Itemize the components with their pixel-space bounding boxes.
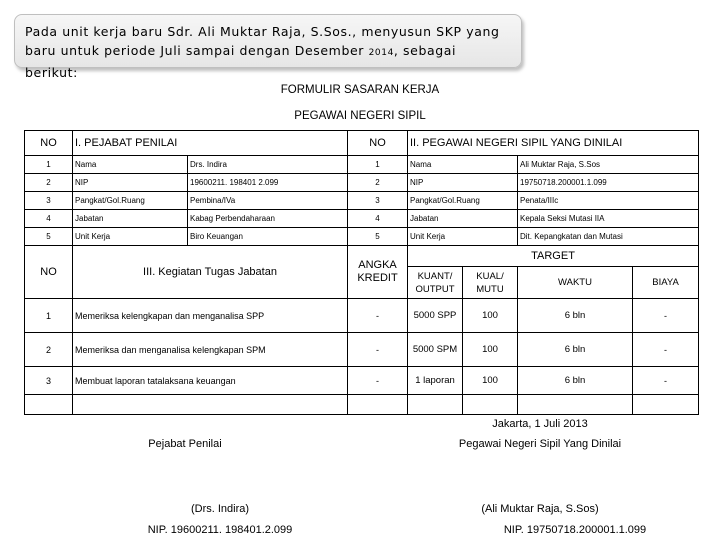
- identity-no: 2: [25, 174, 73, 192]
- task-biaya: -: [633, 299, 699, 333]
- task-biaya: -: [633, 367, 699, 395]
- identity-value: Drs. Indira: [188, 156, 348, 174]
- task-row: [25, 333, 699, 367]
- empty-cell: [463, 395, 518, 415]
- empty-cell: [633, 395, 699, 415]
- signature-right-role: Pegawai Negeri Sipil Yang Dinilai: [458, 438, 622, 450]
- task-angka-kredit: -: [348, 299, 408, 333]
- intro-year: 2014: [368, 48, 394, 58]
- task-kual: 100: [463, 299, 518, 333]
- task-biaya: -: [633, 333, 699, 367]
- task-header-no: NO: [25, 246, 73, 299]
- task-header-kegiatan: III. Kegiatan Tugas Jabatan: [73, 246, 348, 299]
- identity-row: [25, 210, 699, 228]
- identity-value-2: Ali Muktar Raja, S.Sos: [518, 156, 699, 174]
- task-kegiatan: Memeriksa dan menganalisa kelengkapan SPM: [73, 333, 348, 367]
- signature-left-name: (Drs. Indira): [190, 503, 250, 515]
- task-no: 3: [25, 367, 73, 395]
- identity-value-2: 19750718.200001.1.099: [518, 174, 699, 192]
- kuant-line-1: KUANT/: [417, 270, 453, 282]
- header-pegawai: II. PEGAWAI NEGERI SIPIL YANG DINILAI: [408, 131, 699, 156]
- form-subtitle: PEGAWAI NEGERI SIPIL: [294, 110, 426, 122]
- empty-cell: [408, 395, 463, 415]
- identity-label-2: Nama: [408, 156, 518, 174]
- task-waktu: 6 bln: [518, 367, 633, 395]
- identity-label: Nama: [73, 156, 188, 174]
- identity-label: Pangkat/Gol.Ruang: [73, 192, 188, 210]
- identity-no-2: 2: [348, 174, 408, 192]
- task-kual: 100: [463, 333, 518, 367]
- identity-label-2: Pangkat/Gol.Ruang: [408, 192, 518, 210]
- identity-label: Jabatan: [73, 210, 188, 228]
- task-kuant: 1 laporan: [408, 367, 463, 395]
- identity-value: Kabag Perbendaharaan: [188, 210, 348, 228]
- kual-line-1: KUAL/: [476, 270, 504, 282]
- task-header-target: TARGET: [408, 246, 699, 267]
- header-pejabat: I. PEJABAT PENILAI: [73, 131, 348, 156]
- angka-kredit-line-2: KREDIT: [357, 272, 398, 284]
- intro-line-2-end: , sebagai berikut:: [25, 43, 457, 80]
- identity-label-2: Jabatan: [408, 210, 518, 228]
- task-header-kuant: [408, 267, 463, 299]
- task-no: 2: [25, 333, 73, 367]
- intro-banner: [14, 14, 522, 80]
- task-kual: 100: [463, 367, 518, 395]
- identity-label: NIP: [73, 174, 188, 192]
- empty-cell: [518, 395, 633, 415]
- task-header-biaya: BIAYA: [633, 267, 699, 299]
- identity-value-2: Penata/IIIc: [518, 192, 699, 210]
- identity-row: [25, 228, 699, 246]
- empty-cell: [25, 395, 73, 415]
- signature-right-name: (Ali Muktar Raja, S.Sos): [481, 503, 599, 515]
- task-angka-kredit: -: [348, 333, 408, 367]
- intro-line-2: [25, 41, 511, 82]
- task-no: 1: [25, 299, 73, 333]
- angka-kredit-line-1: ANGKA: [358, 259, 397, 271]
- empty-cell: [73, 395, 348, 415]
- identity-no: 5: [25, 228, 73, 246]
- signature-place-date: Jakarta, 1 Juli 2013: [492, 418, 588, 430]
- kuant-line-2: OUTPUT: [415, 283, 455, 295]
- identity-value: Pembina/IVa: [188, 192, 348, 210]
- empty-row: [25, 395, 699, 415]
- task-row: [25, 367, 699, 395]
- kual-line-2: MUTU: [476, 283, 504, 295]
- signature-left-role: Pejabat Penilai: [148, 438, 222, 450]
- signature-left-nip: NIP. 19600211. 198401.2.099: [147, 524, 293, 536]
- task-kegiatan: Membuat laporan tatalaksana keuangan: [73, 367, 348, 395]
- identity-no-2: 5: [348, 228, 408, 246]
- identity-no: 1: [25, 156, 73, 174]
- task-angka-kredit: -: [348, 367, 408, 395]
- identity-row: [25, 174, 699, 192]
- task-kegiatan: Memeriksa kelengkapan dan menganalisa SPP: [73, 299, 348, 333]
- identity-value-2: Kepala Seksi Mutasi IIA: [518, 210, 699, 228]
- signature-right-nip: NIP. 19750718.200001.1.099: [503, 524, 647, 536]
- identity-value: 19600211. 198401 2.099: [188, 174, 348, 192]
- identity-no-2: 1: [348, 156, 408, 174]
- task-waktu: 6 bln: [518, 333, 633, 367]
- identity-no: 4: [25, 210, 73, 228]
- header-row: [25, 131, 699, 156]
- header-no-left: NO: [25, 131, 73, 156]
- task-row: [25, 299, 699, 333]
- identity-row: [25, 156, 699, 174]
- task-header-row: [25, 246, 699, 267]
- identity-value: Biro Keuangan: [188, 228, 348, 246]
- task-header-waktu: WAKTU: [518, 267, 633, 299]
- task-kuant: 5000 SPM: [408, 333, 463, 367]
- identity-label: Unit Kerja: [73, 228, 188, 246]
- form-title: FORMULIR SASARAN KERJA: [280, 84, 440, 96]
- task-kuant: 5000 SPP: [408, 299, 463, 333]
- intro-line-1: Pada unit kerja baru Sdr. Ali Muktar Raja, S.Sos., menyusun SKP yang: [25, 24, 500, 39]
- empty-cell: [348, 395, 408, 415]
- task-header-kual: [463, 267, 518, 299]
- task-waktu: 6 bln: [518, 299, 633, 333]
- identity-no: 3: [25, 192, 73, 210]
- identity-label-2: Unit Kerja: [408, 228, 518, 246]
- identity-value-2: Dit. Kepangkatan dan Mutasi: [518, 228, 699, 246]
- intro-line-2-text: baru untuk periode Juli sampai dengan Desember: [25, 43, 365, 58]
- identity-row: [25, 192, 699, 210]
- identity-no-2: 4: [348, 210, 408, 228]
- identity-no-2: 3: [348, 192, 408, 210]
- identity-label-2: NIP: [408, 174, 518, 192]
- task-header-angka-kredit: [348, 246, 408, 299]
- skp-table: [24, 130, 699, 415]
- header-no-right: NO: [348, 131, 408, 156]
